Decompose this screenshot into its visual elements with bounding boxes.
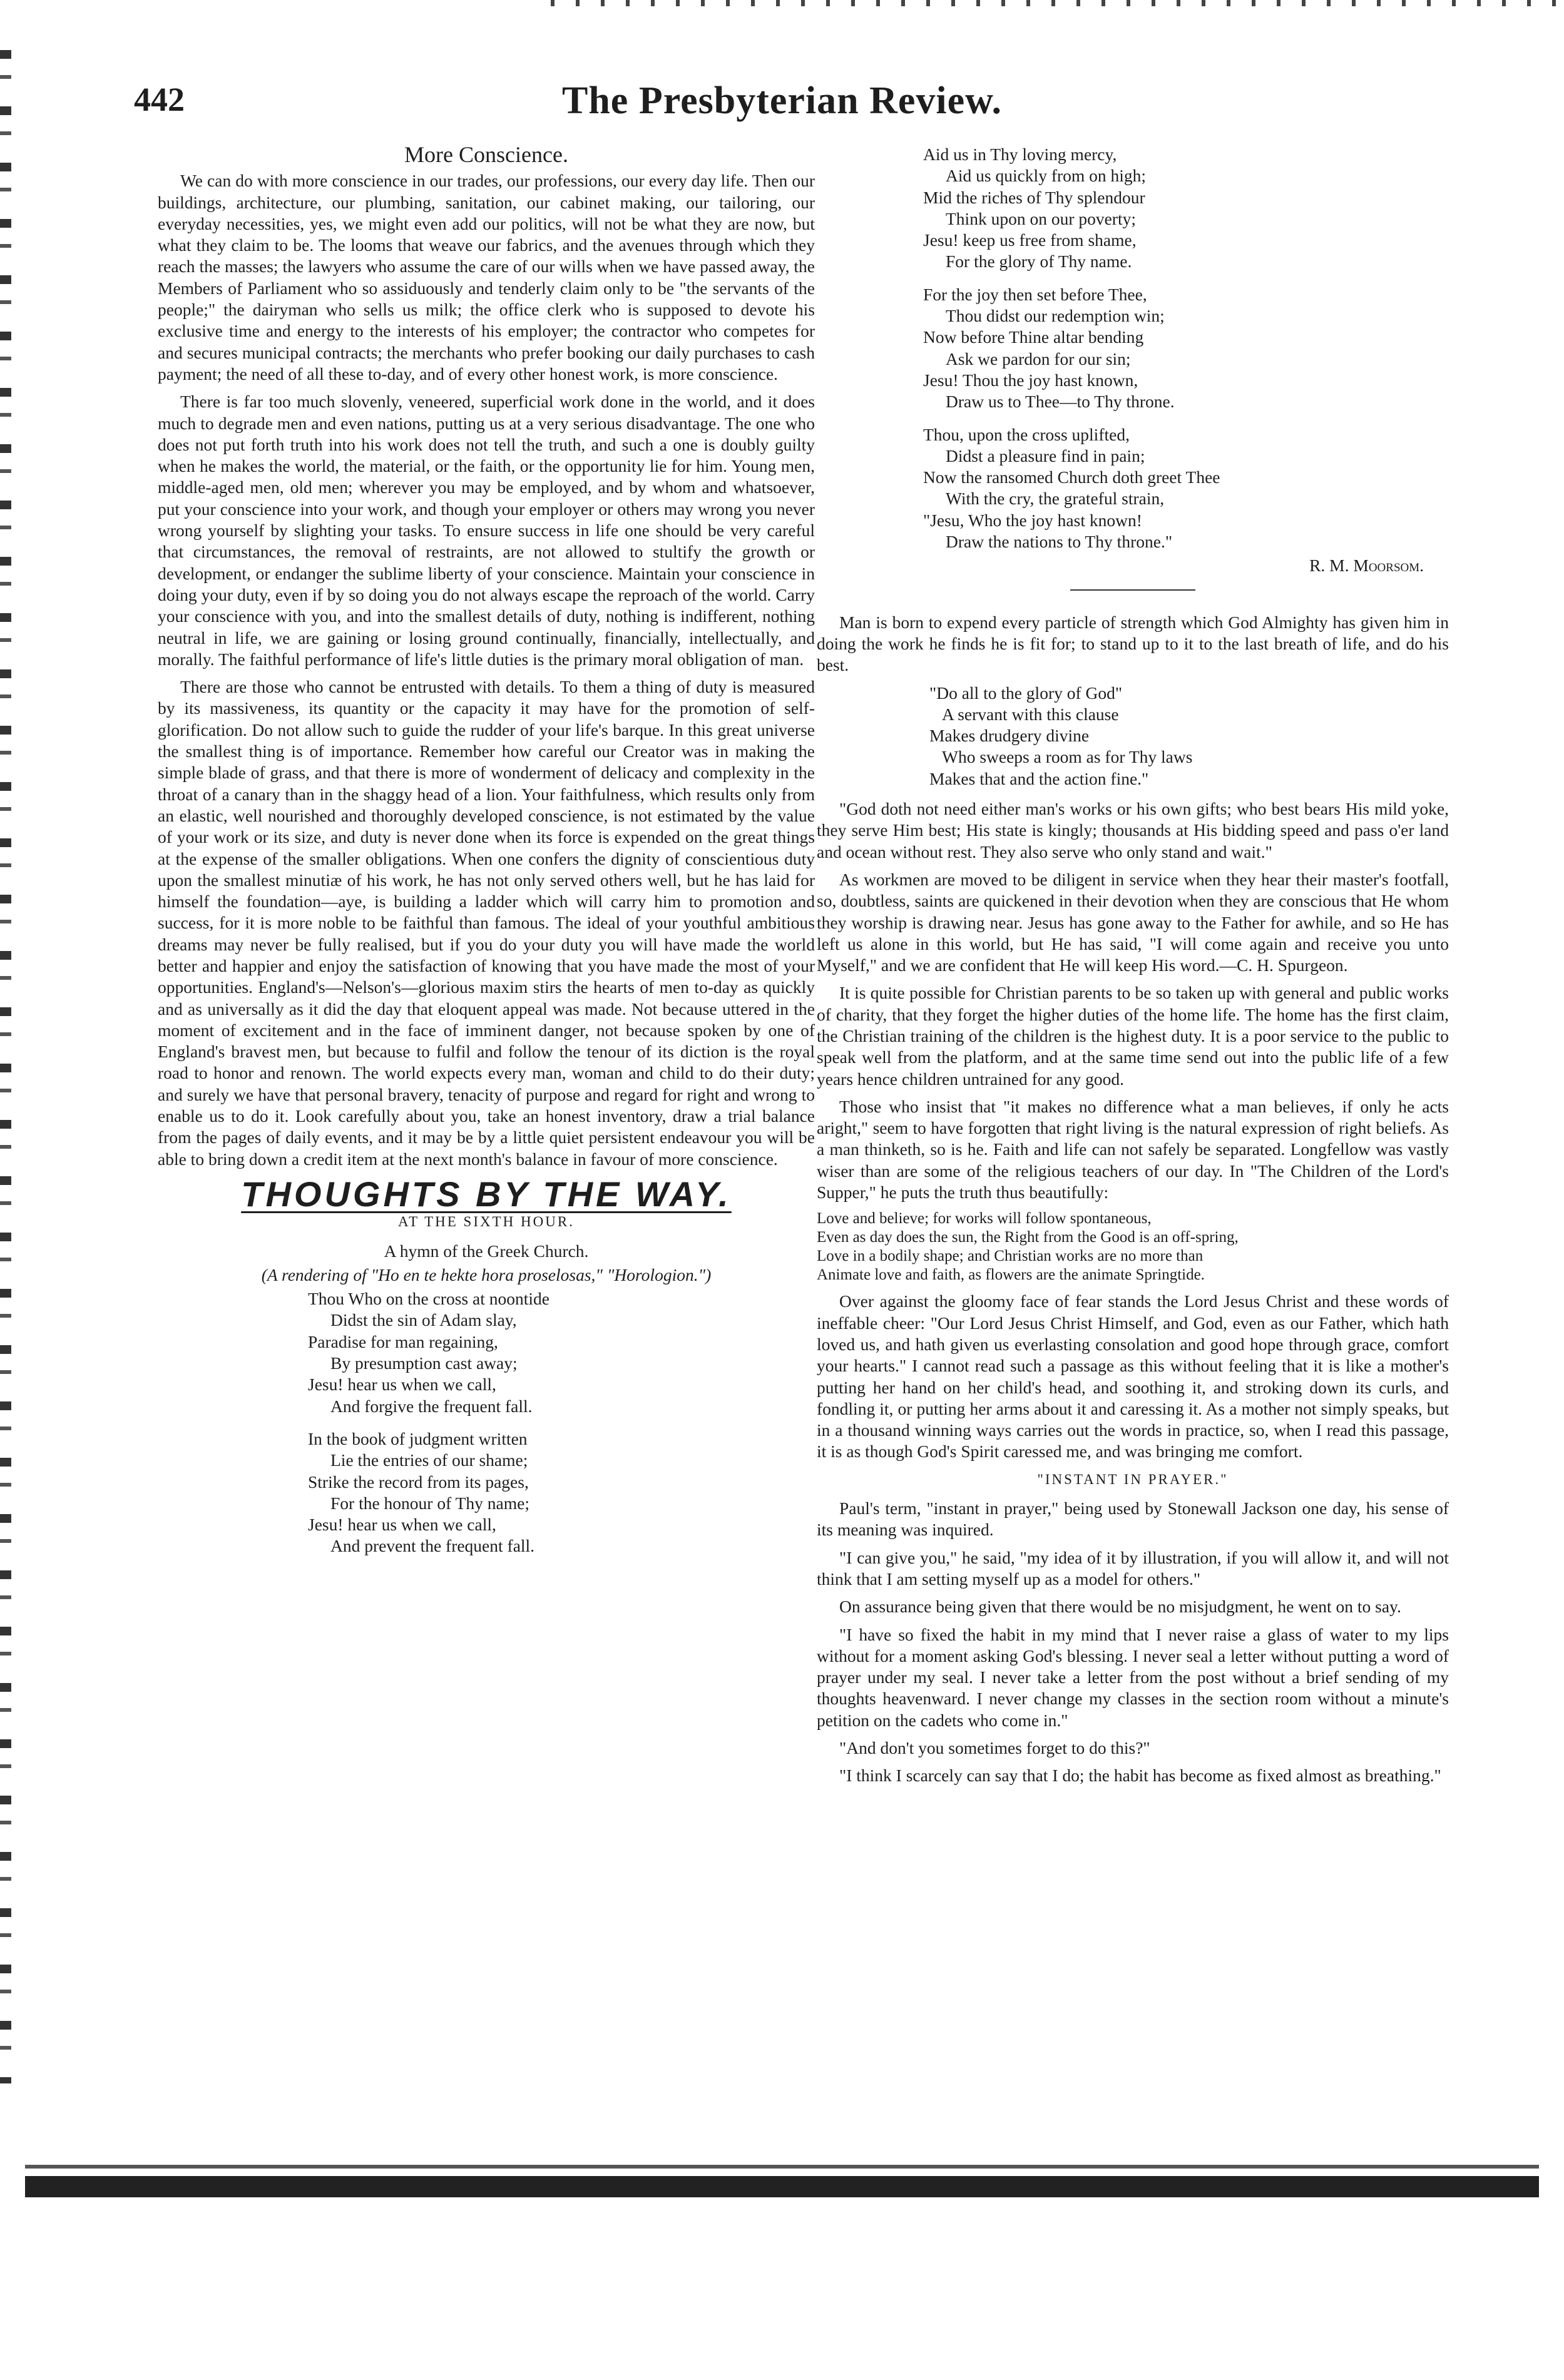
poem-quote: [817, 1209, 1449, 1284]
paragraph: "God doth not need either man's works or his own gifts; who best bears His mild yoke, they serve Him best; His state is kingly; thousands at His bidding speed and pass o'er land and ocean without rest. They also serve who only stand and wait.": [817, 799, 1449, 862]
verse-line: Paradise for man regaining,: [308, 1331, 498, 1351]
hymn-note: (A rendering of "Ho en te hekte hora proselosas," "Horologion."): [261, 1264, 712, 1284]
verse-line: Draw us to Thee—to Thy throne.: [946, 392, 1175, 412]
paragraph: Man is born to expend every particle of strength which God Almighty has given him in doing the work he finds he is fit for; to stand up to it to the last breath of life, and do his best.: [817, 612, 1449, 675]
verse-line: Makes that and the action fine.": [929, 768, 1149, 788]
hymn-stanza: [308, 1428, 815, 1557]
verse-line: Makes drudgery divine: [929, 726, 1090, 746]
paragraph: Over against the gloomy face of fear stands the Lord Jesus Christ and these words of ineffable cheer: "Our Lord Jesus Christ Himself, and God, even as our Father, which hath loved us, and hath given us everlasting consolation and good hope through grace, comfort your hearts." I cannot read such a passage as this without feeling that it is like a mother's putting her hand on her child's head, and soothing it, and stroking down its curls, and fondling it, or putting her arms about it and caressing it. As a mother not simply speaks, but in a thousand winning ways carries out the words in practice, so, when I read this passage, it is as though God's Spirit caressed me, and was bringing me comfort.: [817, 1291, 1449, 1462]
verse-line: Thou Who on the cross at noontide: [308, 1289, 549, 1309]
divider: [1070, 589, 1195, 591]
verse-line: Strike the record from its pages,: [308, 1472, 529, 1492]
binding-edge: [0, 50, 11, 2083]
verse-line: Jesu! hear us when we call,: [308, 1375, 496, 1395]
article-title: More Conscience.: [404, 142, 568, 167]
verse-line: Draw the nations to Thy throne.": [946, 532, 1173, 552]
section-heading: "INSTANT IN PRAYER.": [1037, 1471, 1229, 1487]
paragraph: "And don't you sometimes forget to do this?": [839, 1738, 1150, 1757]
page-edge-top: [551, 0, 1564, 6]
paragraph: Those who insist that "it makes no difference what a man believes, if only he acts aright," seem to have forgotten that right living is the natural expression of right beliefs. As a man thinketh, so is he. Faith and life can not safely be separated. Longfellow was vastly wiser than are some of the religious teachers of our day. In "The Children of the Lord's Supper," he puts the truth thus beautifully:: [817, 1096, 1449, 1203]
verse-line: Even as day does the sun, the Right from the Good is an off-spring,: [817, 1229, 1239, 1246]
verse-line: Thou, upon the cross uplifted,: [923, 424, 1130, 444]
footer-rule: [25, 2165, 1539, 2169]
verse-line: Think upon on our poverty;: [946, 208, 1136, 228]
right-column: [817, 144, 1449, 1793]
page-number: 442: [134, 81, 185, 118]
verse-line: Aid us quickly from on high;: [946, 166, 1147, 186]
verse-line: Lie the entries of our shame;: [330, 1450, 528, 1470]
paragraph: "I can give you," he said, "my idea of it by illustration, if you will allow it, and will not think that I am setting myself up as a model for others.": [817, 1547, 1449, 1589]
verse-line: For the honour of Thy name;: [330, 1493, 529, 1513]
paragraph: Paul's term, "instant in prayer," being used by Stonewall Jackson one day, his sense of its meaning was inquired.: [817, 1498, 1449, 1540]
verse-line: "Jesu, Who the joy hast known!: [923, 510, 1142, 530]
verse-line: Mid the riches of Thy splendour: [923, 187, 1145, 207]
verse-line: A servant with this clause: [942, 704, 1119, 724]
section-title: THOUGHTS BY THE WAY.: [241, 1174, 732, 1214]
verse-line: For the joy then set before Thee,: [923, 284, 1147, 304]
verse-line: Didst a pleasure find in pain;: [946, 445, 1145, 465]
paragraph: We can do with more conscience in our trades, our professions, our every day life. Then our buildings, architecture, our plumbing, sanitation, our cabinet making, our tailoring, our everyday necessities, yes, we might even add our politics, will not be what they are now, but what they claim to be. The looms that weave our fabrics, and the avenues through which they reach the masses; the lawyers who assume the care of our wills when we have passed away, the Members of Parliament who so assiduously and tenderly claim only to be "the servants of the people;" the dairyman who sells us milk; the office clerk who is supposed to devote his exclusive time and energy to the interests of his employer; the contractor who competes for and secures municipal contracts; the merchants who prefer booking our daily purchases to cash payment; the need of all these to-day, and of every other honest work, is more conscience.: [158, 171, 815, 384]
paragraph: "I think I scarcely can say that I do; the habit has become as fixed almost as breathing.": [839, 1766, 1441, 1786]
verse-line: With the cry, the grateful strain,: [946, 489, 1165, 509]
verse-line: Love in a bodily shape; and Christian works are no more than: [817, 1248, 1204, 1265]
paragraph: As workmen are moved to be diligent in service when they hear their master's footfall, so, doubtless, saints are quickened in their devotion when they are conscious that He whom they worship is drawing near. Jesus has gone away to the Father for awhile, and so He has left us alone in this world, but He has said, "I will come again and receive you unto Myself," and we are confident that He will keep His word.—C. H. Spurgeon.: [817, 869, 1449, 975]
paragraph: It is quite possible for Christian parents to be so taken up with general and public works of charity, that they forget the higher duties of the home life. The home has the first claim, the Christian training of the children is the highest duty. It is a poor service to the public to speak well from the platform, and at the same time send out into the public life of a few years hence children untrained for any good.: [817, 983, 1449, 1089]
verse-line: "Do all to the glory of God": [929, 683, 1123, 703]
verse-line: Animate love and faith, as flowers are the animate Springtide.: [817, 1266, 1205, 1284]
verse-line: Ask we pardon for our sin;: [946, 348, 1131, 369]
verse-line: Jesu! hear us when we call,: [308, 1515, 496, 1535]
verse-line: Thou didst our redemption win;: [946, 306, 1165, 326]
left-column: [158, 144, 815, 1569]
verse-line: Jesu! Thou the joy hast known,: [923, 370, 1138, 390]
verse-line: Love and believe; for works will follow spontaneous,: [817, 1210, 1152, 1228]
verse-line: And forgive the frequent fall.: [330, 1396, 533, 1416]
hymn-stanza: [308, 1288, 815, 1417]
page-footer-band: [25, 2152, 1539, 2221]
hymn-source: A hymn of the Greek Church.: [384, 1241, 589, 1261]
paragraph: There is far too much slovenly, veneered, superficial work done in the world, and it does much to degrade men and even nations, putting us at a very serious disadvantage. The one who does not put forth truth into his work does not tell the truth, and such a one is doubly guilty when he makes the world, the material, or the faith, or the opportunity lie for him. Young men, middle-aged men, old men; wherever you may be employed, and by whom and whatsoever, put your conscience into your work, and though your employer or others may wrong you never wrong yourself by slighting your tasks. To ensure success in life one should be very careful that circumstances, the removal of restraints, are not allowed to stultify the growth or development, or endanger the sublime liberty of your conscience. Maintain your conscience in doing your duty, even if by so doing you do not always escape the reproach of the world. Carry your conscience with you, and into the smallest details of duty, nothing is indifferent, nothing neutral in life, we are gaining or losing ground continually, financially, intellectually, and morally. The faithful performance of life's little duties is the primary moral obligation of man.: [158, 392, 815, 669]
verse-line: In the book of judgment written: [308, 1428, 528, 1448]
hymn-signature: R. M. Moorsom.: [1309, 556, 1424, 576]
verse-line: For the glory of Thy name.: [946, 252, 1132, 272]
hymn-stanza: [923, 284, 1449, 413]
paragraph: There are those who cannot be entrusted with details. To them a thing of duty is measured by its massiveness, its quantity or the capacity it may have for the promotion of self-glorification. Do not allow such to guide the rudder of your life's barque. In this great universe the smallest thing is of importance. Remember how careful our Creator was in making the simple blade of grass, and that there is more of wonderment of delicacy and complexity in the throat of a canary than in the shaggy head of a lion. Your faithfulness, which results only from an elastic, well nourished and thoroughly developed conscience, is not estimated by the value of your work or its size, and duty is never done when its force is expended on the great things at the expense of the smaller obligations. When one confers the dignity of conscientious duty upon the smallest minutiæ of his work, he has not only served others well, but he has laid for himself the foundation—aye, is building a ladder which will carry him to promotion and success, for it is more noble to be faithful than famous. The ideal of your youthful ambitious dreams may never be fully realised, but if you do your duty you will have made the world better and happier and enjoy the satisfaction of knowing that you have made the most of your opportunities. England's—Nelson's—glorious maxim stirs the hearts of men to-day as quickly and as universally as it did the day that eloquent appeal was made. Not because uttered in the moment of excitement and in the face of imminent danger, not because spoken by one of England's bravest men, but because to fulfil and follow the tenour of its diction is the royal road to honor and renown. The world expects every man, woman and child to do their duty; and surely we have that personal bravery, tenacity of purpose and regard for right and wrong to enable us to do it. Look carefully about you, take an honest inventory, draw a trial balance from the pages of daily events, and it may be by a little quiet persistent endeavour you will be able to bring down a credit item at the next month's balance in favour of more conscience.: [158, 677, 815, 1169]
paragraph: On assurance being given that there would be no misjudgment, he went on to say.: [839, 1597, 1401, 1617]
running-title: The Presbyterian Review.: [561, 79, 1003, 122]
verse-line: By presumption cast away;: [330, 1353, 518, 1373]
page-header: [125, 74, 1439, 143]
verse-line: Now before Thine altar bending: [923, 327, 1144, 347]
verse-line: Who sweeps a room as for Thy laws: [942, 747, 1193, 767]
footer-band: [25, 2176, 1539, 2197]
hymn-stanza: [923, 424, 1449, 553]
paragraph: "I have so fixed the habit in my mind that I never raise a glass of water to my lips without for a moment asking God's blessing. I never seal a letter without putting a word of prayer under my seal. I never take a letter from the post without a brief sending of my thoughts heavenward. I never change my classes in the section room without a minute's petition on the cadets who come in.": [817, 1624, 1449, 1730]
verse-line: Jesu! keep us free from shame,: [923, 230, 1137, 250]
verse-line: Aid us in Thy loving mercy,: [923, 145, 1117, 164]
hymn-heading: AT THE SIXTH HOUR.: [398, 1214, 575, 1230]
verse-line: Didst the sin of Adam slay,: [330, 1310, 517, 1330]
hymn-stanza: [923, 144, 1449, 273]
verse-line: And prevent the frequent fall.: [330, 1536, 535, 1556]
verse-line: Now the ransomed Church doth greet Thee: [923, 467, 1220, 487]
quoted-verse: [817, 683, 1449, 790]
